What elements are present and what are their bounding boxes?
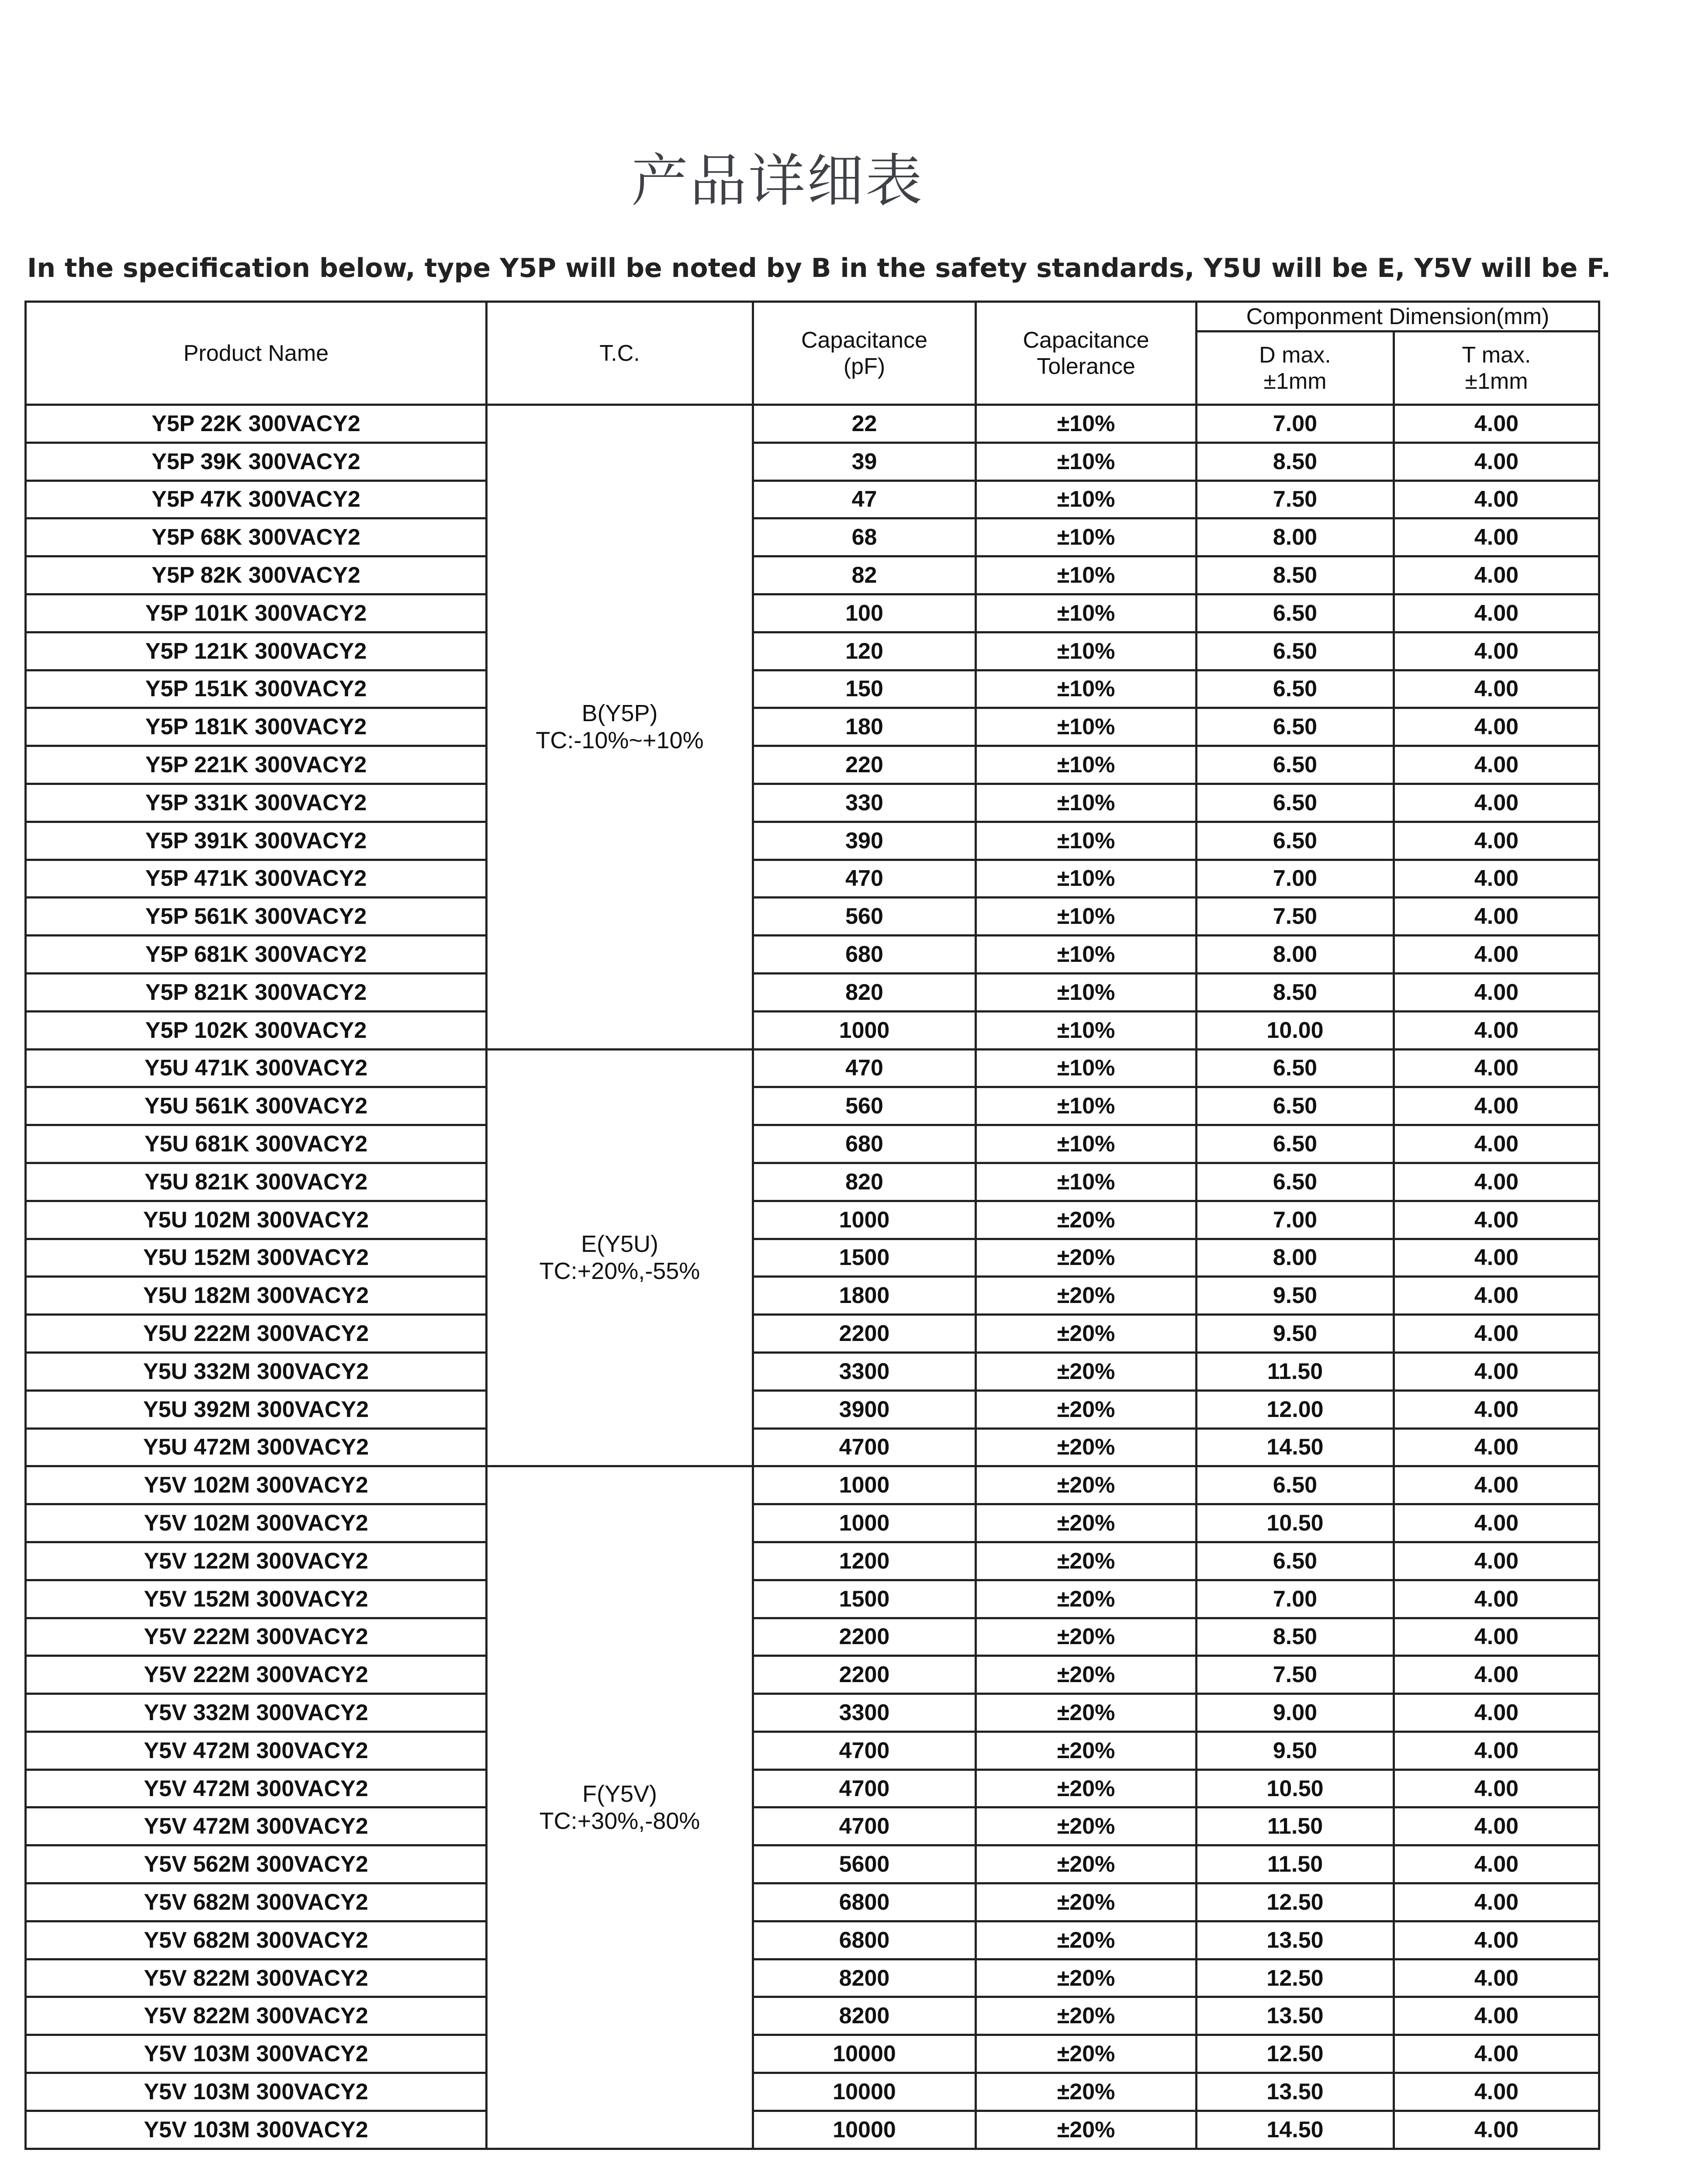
capacitance-cell: 2200: [753, 1618, 976, 1656]
table-row: [26, 973, 1599, 1011]
header-t-max: T max. ±1mm: [1394, 332, 1599, 405]
t-max-cell: 4.00: [1394, 1315, 1599, 1353]
tolerance-cell: ±10%: [976, 556, 1197, 594]
capacitance-cell: 390: [753, 822, 976, 860]
t-max-cell: 4.00: [1394, 1466, 1599, 1504]
t-max-cell: 4.00: [1394, 1769, 1599, 1807]
tolerance-cell: ±10%: [976, 1011, 1197, 1049]
d-max-cell: 6.50: [1197, 1163, 1394, 1201]
table-row: [26, 405, 1599, 443]
tc-group-cell: B(Y5P) TC:-10%~+10%: [487, 405, 753, 1050]
t-max-cell: 4.00: [1394, 898, 1599, 936]
d-max-cell: 9.50: [1197, 1731, 1394, 1769]
t-max-cell: 4.00: [1394, 1883, 1599, 1921]
t-max-cell: 4.00: [1394, 1163, 1599, 1201]
capacitance-cell: 4700: [753, 1769, 976, 1807]
table-row: [26, 1239, 1599, 1277]
table-row: [26, 898, 1599, 936]
t-max-cell: 4.00: [1394, 973, 1599, 1011]
tolerance-cell: ±10%: [976, 670, 1197, 708]
capacitance-cell: 1500: [753, 1239, 976, 1277]
product-name-cell: Y5P 101K 300VACY2: [26, 594, 487, 632]
tolerance-cell: ±20%: [976, 2035, 1197, 2073]
capacitance-cell: 1000: [753, 1011, 976, 1049]
capacitance-cell: 4700: [753, 1428, 976, 1466]
t-max-cell: 4.00: [1394, 556, 1599, 594]
product-name-cell: Y5V 332M 300VACY2: [26, 1694, 487, 1732]
capacitance-cell: 180: [753, 708, 976, 746]
t-max-cell: 4.00: [1394, 670, 1599, 708]
t-max-cell: 4.00: [1394, 1352, 1599, 1390]
capacitance-cell: 470: [753, 860, 976, 898]
d-max-cell: 6.50: [1197, 822, 1394, 860]
table-row: [26, 594, 1599, 632]
tolerance-cell: ±20%: [976, 1428, 1197, 1466]
t-max-cell: 4.00: [1394, 708, 1599, 746]
d-max-cell: 8.50: [1197, 973, 1394, 1011]
tolerance-cell: ±10%: [976, 1163, 1197, 1201]
product-name-cell: Y5V 122M 300VACY2: [26, 1542, 487, 1580]
t-max-cell: 4.00: [1394, 1997, 1599, 2035]
tolerance-cell: ±20%: [976, 1352, 1197, 1390]
tolerance-cell: ±20%: [976, 1504, 1197, 1542]
table-row: [26, 1315, 1599, 1353]
page-title: 产品详细表: [631, 148, 924, 214]
header-dimension: Componment Dimension(mm): [1197, 302, 1599, 332]
capacitance-cell: 10000: [753, 2073, 976, 2111]
d-max-cell: 14.50: [1197, 2111, 1394, 2149]
spec-table: [24, 301, 1600, 2150]
table-row: [26, 1807, 1599, 1845]
table-row: [26, 632, 1599, 670]
table-row: [26, 556, 1599, 594]
t-max-cell: 4.00: [1394, 1011, 1599, 1049]
t-max-cell: 4.00: [1394, 1618, 1599, 1656]
table-row: [26, 1466, 1599, 1504]
product-name-cell: Y5P 821K 300VACY2: [26, 973, 487, 1011]
t-max-cell: 4.00: [1394, 1845, 1599, 1883]
d-max-cell: 6.50: [1197, 1049, 1394, 1087]
t-max-cell: 4.00: [1394, 784, 1599, 822]
tolerance-cell: ±20%: [976, 1542, 1197, 1580]
table-row: [26, 1769, 1599, 1807]
table-row: [26, 1049, 1599, 1087]
table-row: [26, 1921, 1599, 1959]
product-name-cell: Y5P 82K 300VACY2: [26, 556, 487, 594]
tolerance-cell: ±10%: [976, 784, 1197, 822]
product-name-cell: Y5P 181K 300VACY2: [26, 708, 487, 746]
t-max-cell: 4.00: [1394, 1277, 1599, 1315]
capacitance-cell: 560: [753, 898, 976, 936]
d-max-cell: 6.50: [1197, 708, 1394, 746]
t-max-cell: 4.00: [1394, 594, 1599, 632]
t-max-cell: 4.00: [1394, 1504, 1599, 1542]
product-name-cell: Y5U 102M 300VACY2: [26, 1201, 487, 1239]
capacitance-cell: 82: [753, 556, 976, 594]
d-max-cell: 7.00: [1197, 405, 1394, 443]
table-row: [26, 1656, 1599, 1694]
tolerance-cell: ±20%: [976, 1277, 1197, 1315]
capacitance-cell: 6800: [753, 1921, 976, 1959]
d-max-cell: 6.50: [1197, 632, 1394, 670]
d-max-cell: 10.00: [1197, 1011, 1394, 1049]
capacitance-cell: 470: [753, 1049, 976, 1087]
table-row: [26, 1580, 1599, 1618]
product-name-cell: Y5P 221K 300VACY2: [26, 746, 487, 784]
header-d-max: D max. ±1mm: [1197, 332, 1394, 405]
capacitance-cell: 100: [753, 594, 976, 632]
product-name-cell: Y5U 681K 300VACY2: [26, 1125, 487, 1163]
table-row: [26, 1011, 1599, 1049]
table-row: [26, 822, 1599, 860]
table-row: [26, 670, 1599, 708]
d-max-cell: 11.50: [1197, 1807, 1394, 1845]
table-row: [26, 518, 1599, 556]
capacitance-cell: 220: [753, 746, 976, 784]
d-max-cell: 9.50: [1197, 1277, 1394, 1315]
capacitance-cell: 1800: [753, 1277, 976, 1315]
d-max-cell: 12.50: [1197, 1959, 1394, 1997]
product-name-cell: Y5U 182M 300VACY2: [26, 1277, 487, 1315]
header-tc: T.C.: [487, 302, 753, 405]
d-max-cell: 12.50: [1197, 2035, 1394, 2073]
product-name-cell: Y5V 682M 300VACY2: [26, 1883, 487, 1921]
capacitance-cell: 2200: [753, 1315, 976, 1353]
t-max-cell: 4.00: [1394, 1049, 1599, 1087]
product-name-cell: Y5V 682M 300VACY2: [26, 1921, 487, 1959]
d-max-cell: 8.00: [1197, 518, 1394, 556]
capacitance-cell: 1000: [753, 1201, 976, 1239]
t-max-cell: 4.00: [1394, 822, 1599, 860]
d-max-cell: 7.00: [1197, 1201, 1394, 1239]
product-name-cell: Y5P 22K 300VACY2: [26, 405, 487, 443]
product-name-cell: Y5V 472M 300VACY2: [26, 1807, 487, 1845]
table-row: [26, 936, 1599, 974]
table-row: [26, 1997, 1599, 2035]
table-row: [26, 2073, 1599, 2111]
product-name-cell: Y5V 562M 300VACY2: [26, 1845, 487, 1883]
tolerance-cell: ±20%: [976, 1201, 1197, 1239]
tolerance-cell: ±10%: [976, 973, 1197, 1011]
table-row: [26, 1618, 1599, 1656]
product-name-cell: Y5V 222M 300VACY2: [26, 1618, 487, 1656]
d-max-cell: 8.50: [1197, 442, 1394, 480]
t-max-cell: 4.00: [1394, 2073, 1599, 2111]
product-name-cell: Y5P 681K 300VACY2: [26, 936, 487, 974]
d-max-cell: 9.50: [1197, 1315, 1394, 1353]
product-name-cell: Y5P 121K 300VACY2: [26, 632, 487, 670]
d-max-cell: 7.50: [1197, 898, 1394, 936]
tolerance-cell: ±10%: [976, 936, 1197, 974]
d-max-cell: 7.00: [1197, 860, 1394, 898]
product-name-cell: Y5V 822M 300VACY2: [26, 1959, 487, 1997]
t-max-cell: 4.00: [1394, 1428, 1599, 1466]
d-max-cell: 8.00: [1197, 936, 1394, 974]
tolerance-cell: ±20%: [976, 1239, 1197, 1277]
product-name-cell: Y5U 821K 300VACY2: [26, 1163, 487, 1201]
tolerance-cell: ±10%: [976, 594, 1197, 632]
t-max-cell: 4.00: [1394, 1087, 1599, 1125]
capacitance-cell: 560: [753, 1087, 976, 1125]
capacitance-cell: 6800: [753, 1883, 976, 1921]
product-name-cell: Y5U 152M 300VACY2: [26, 1239, 487, 1277]
tolerance-cell: ±10%: [976, 746, 1197, 784]
tc-group-cell: E(Y5U) TC:+20%,-55%: [487, 1049, 753, 1466]
table-row: [26, 860, 1599, 898]
tolerance-cell: ±10%: [976, 518, 1197, 556]
capacitance-cell: 8200: [753, 1959, 976, 1997]
tolerance-cell: ±20%: [976, 1959, 1197, 1997]
product-name-cell: Y5P 471K 300VACY2: [26, 860, 487, 898]
d-max-cell: 10.50: [1197, 1504, 1394, 1542]
capacitance-cell: 680: [753, 1125, 976, 1163]
tolerance-cell: ±20%: [976, 1315, 1197, 1353]
capacitance-cell: 680: [753, 936, 976, 974]
tolerance-cell: ±20%: [976, 1656, 1197, 1694]
product-name-cell: Y5P 102K 300VACY2: [26, 1011, 487, 1049]
d-max-cell: 6.50: [1197, 784, 1394, 822]
product-name-cell: Y5V 102M 300VACY2: [26, 1504, 487, 1542]
table-row: [26, 1087, 1599, 1125]
product-name-cell: Y5V 472M 300VACY2: [26, 1769, 487, 1807]
product-name-cell: Y5V 472M 300VACY2: [26, 1731, 487, 1769]
table-row: [26, 1959, 1599, 1997]
tolerance-cell: ±20%: [976, 2111, 1197, 2149]
table-row: [26, 1428, 1599, 1466]
table-row: [26, 442, 1599, 480]
d-max-cell: 6.50: [1197, 1087, 1394, 1125]
product-name-cell: Y5U 392M 300VACY2: [26, 1390, 487, 1428]
tolerance-cell: ±20%: [976, 1845, 1197, 1883]
product-name-cell: Y5P 331K 300VACY2: [26, 784, 487, 822]
table-row: [26, 1731, 1599, 1769]
d-max-cell: 8.50: [1197, 1618, 1394, 1656]
capacitance-cell: 1200: [753, 1542, 976, 1580]
product-name-cell: Y5V 102M 300VACY2: [26, 1466, 487, 1504]
product-name-cell: Y5U 222M 300VACY2: [26, 1315, 487, 1353]
product-name-cell: Y5U 332M 300VACY2: [26, 1352, 487, 1390]
d-max-cell: 6.50: [1197, 1466, 1394, 1504]
table-row: [26, 2035, 1599, 2073]
product-name-cell: Y5P 39K 300VACY2: [26, 442, 487, 480]
d-max-cell: 7.00: [1197, 1580, 1394, 1618]
capacitance-cell: 820: [753, 973, 976, 1011]
t-max-cell: 4.00: [1394, 518, 1599, 556]
d-max-cell: 6.50: [1197, 1542, 1394, 1580]
product-name-cell: Y5P 561K 300VACY2: [26, 898, 487, 936]
product-name-cell: Y5V 152M 300VACY2: [26, 1580, 487, 1618]
d-max-cell: 9.00: [1197, 1694, 1394, 1732]
d-max-cell: 14.50: [1197, 1428, 1394, 1466]
table-row: [26, 1163, 1599, 1201]
table-row: [26, 480, 1599, 518]
capacitance-cell: 150: [753, 670, 976, 708]
table-row: [26, 1125, 1599, 1163]
tolerance-cell: ±10%: [976, 860, 1197, 898]
table-row: [26, 1542, 1599, 1580]
table-row: [26, 708, 1599, 746]
d-max-cell: 11.50: [1197, 1352, 1394, 1390]
d-max-cell: 6.50: [1197, 1125, 1394, 1163]
product-name-cell: Y5V 103M 300VACY2: [26, 2111, 487, 2149]
product-name-cell: Y5U 472M 300VACY2: [26, 1428, 487, 1466]
capacitance-cell: 3900: [753, 1390, 976, 1428]
tolerance-cell: ±20%: [976, 1390, 1197, 1428]
header-tolerance: Capacitance Tolerance: [976, 302, 1197, 405]
capacitance-cell: 10000: [753, 2111, 976, 2149]
d-max-cell: 6.50: [1197, 746, 1394, 784]
table-row: [26, 1390, 1599, 1428]
d-max-cell: 8.50: [1197, 556, 1394, 594]
capacitance-cell: 2200: [753, 1656, 976, 1694]
product-name-cell: Y5P 391K 300VACY2: [26, 822, 487, 860]
d-max-cell: 6.50: [1197, 594, 1394, 632]
product-name-cell: Y5U 561K 300VACY2: [26, 1087, 487, 1125]
d-max-cell: 10.50: [1197, 1769, 1394, 1807]
t-max-cell: 4.00: [1394, 1921, 1599, 1959]
table-row: [26, 1352, 1599, 1390]
capacitance-cell: 120: [753, 632, 976, 670]
cropped-spec-note: In the specification below, type Y5P will be noted by B in the safety standards, Y5U will be E, Y5V will be F.: [27, 253, 1611, 283]
tolerance-cell: ±10%: [976, 898, 1197, 936]
t-max-cell: 4.00: [1394, 1201, 1599, 1239]
t-max-cell: 4.00: [1394, 1239, 1599, 1277]
t-max-cell: 4.00: [1394, 2035, 1599, 2073]
table-row: [26, 1845, 1599, 1883]
t-max-cell: 4.00: [1394, 1580, 1599, 1618]
t-max-cell: 4.00: [1394, 746, 1599, 784]
tolerance-cell: ±10%: [976, 632, 1197, 670]
table-row: [26, 1277, 1599, 1315]
t-max-cell: 4.00: [1394, 1656, 1599, 1694]
tolerance-cell: ±20%: [976, 2073, 1197, 2111]
product-name-cell: Y5U 471K 300VACY2: [26, 1049, 487, 1087]
t-max-cell: 4.00: [1394, 1731, 1599, 1769]
d-max-cell: 12.00: [1197, 1390, 1394, 1428]
table-row: [26, 1694, 1599, 1732]
tc-group-cell: F(Y5V) TC:+30%,-80%: [487, 1466, 753, 2149]
t-max-cell: 4.00: [1394, 442, 1599, 480]
tolerance-cell: ±10%: [976, 1125, 1197, 1163]
table-row: [26, 746, 1599, 784]
t-max-cell: 4.00: [1394, 2111, 1599, 2149]
tolerance-cell: ±20%: [976, 1807, 1197, 1845]
d-max-cell: 12.50: [1197, 1883, 1394, 1921]
product-name-cell: Y5P 151K 300VACY2: [26, 670, 487, 708]
d-max-cell: 13.50: [1197, 1921, 1394, 1959]
capacitance-cell: 8200: [753, 1997, 976, 2035]
d-max-cell: 13.50: [1197, 1997, 1394, 2035]
t-max-cell: 4.00: [1394, 1959, 1599, 1997]
product-name-cell: Y5V 103M 300VACY2: [26, 2073, 487, 2111]
table-row: [26, 2111, 1599, 2149]
capacitance-cell: 4700: [753, 1807, 976, 1845]
tolerance-cell: ±20%: [976, 1883, 1197, 1921]
capacitance-cell: 820: [753, 1163, 976, 1201]
tolerance-cell: ±20%: [976, 1580, 1197, 1618]
product-name-cell: Y5V 103M 300VACY2: [26, 2035, 487, 2073]
t-max-cell: 4.00: [1394, 480, 1599, 518]
t-max-cell: 4.00: [1394, 1390, 1599, 1428]
capacitance-cell: 1000: [753, 1504, 976, 1542]
capacitance-cell: 4700: [753, 1731, 976, 1769]
table-body: [26, 405, 1599, 2149]
d-max-cell: 8.00: [1197, 1239, 1394, 1277]
header-capacitance: Capacitance (pF): [753, 302, 976, 405]
tolerance-cell: ±10%: [976, 405, 1197, 443]
product-name-cell: Y5P 47K 300VACY2: [26, 480, 487, 518]
tolerance-cell: ±10%: [976, 442, 1197, 480]
capacitance-cell: 39: [753, 442, 976, 480]
t-max-cell: 4.00: [1394, 1807, 1599, 1845]
capacitance-cell: 330: [753, 784, 976, 822]
tolerance-cell: ±20%: [976, 1921, 1197, 1959]
product-name-cell: Y5V 822M 300VACY2: [26, 1997, 487, 2035]
tolerance-cell: ±10%: [976, 1049, 1197, 1087]
capacitance-cell: 1500: [753, 1580, 976, 1618]
capacitance-cell: 5600: [753, 1845, 976, 1883]
capacitance-cell: 1000: [753, 1466, 976, 1504]
d-max-cell: 7.50: [1197, 480, 1394, 518]
tolerance-cell: ±10%: [976, 708, 1197, 746]
table-header: [26, 302, 1599, 405]
capacitance-cell: 3300: [753, 1352, 976, 1390]
t-max-cell: 4.00: [1394, 1542, 1599, 1580]
tolerance-cell: ±20%: [976, 1769, 1197, 1807]
capacitance-cell: 3300: [753, 1694, 976, 1732]
d-max-cell: 7.50: [1197, 1656, 1394, 1694]
table-row: [26, 1504, 1599, 1542]
d-max-cell: 13.50: [1197, 2073, 1394, 2111]
product-name-cell: Y5V 222M 300VACY2: [26, 1656, 487, 1694]
table-row: [26, 1201, 1599, 1239]
t-max-cell: 4.00: [1394, 860, 1599, 898]
tolerance-cell: ±20%: [976, 1731, 1197, 1769]
capacitance-cell: 47: [753, 480, 976, 518]
tolerance-cell: ±20%: [976, 1466, 1197, 1504]
capacitance-cell: 22: [753, 405, 976, 443]
header-product-name: Product Name: [26, 302, 487, 405]
t-max-cell: 4.00: [1394, 1125, 1599, 1163]
capacitance-cell: 10000: [753, 2035, 976, 2073]
product-name-cell: Y5P 68K 300VACY2: [26, 518, 487, 556]
d-max-cell: 6.50: [1197, 670, 1394, 708]
t-max-cell: 4.00: [1394, 1694, 1599, 1732]
t-max-cell: 4.00: [1394, 632, 1599, 670]
t-max-cell: 4.00: [1394, 405, 1599, 443]
table-row: [26, 1883, 1599, 1921]
tolerance-cell: ±10%: [976, 480, 1197, 518]
tolerance-cell: ±10%: [976, 822, 1197, 860]
t-max-cell: 4.00: [1394, 936, 1599, 974]
capacitance-cell: 68: [753, 518, 976, 556]
table-row: [26, 784, 1599, 822]
tolerance-cell: ±20%: [976, 1694, 1197, 1732]
tolerance-cell: ±20%: [976, 1997, 1197, 2035]
tolerance-cell: ±10%: [976, 1087, 1197, 1125]
d-max-cell: 11.50: [1197, 1845, 1394, 1883]
tolerance-cell: ±20%: [976, 1618, 1197, 1656]
